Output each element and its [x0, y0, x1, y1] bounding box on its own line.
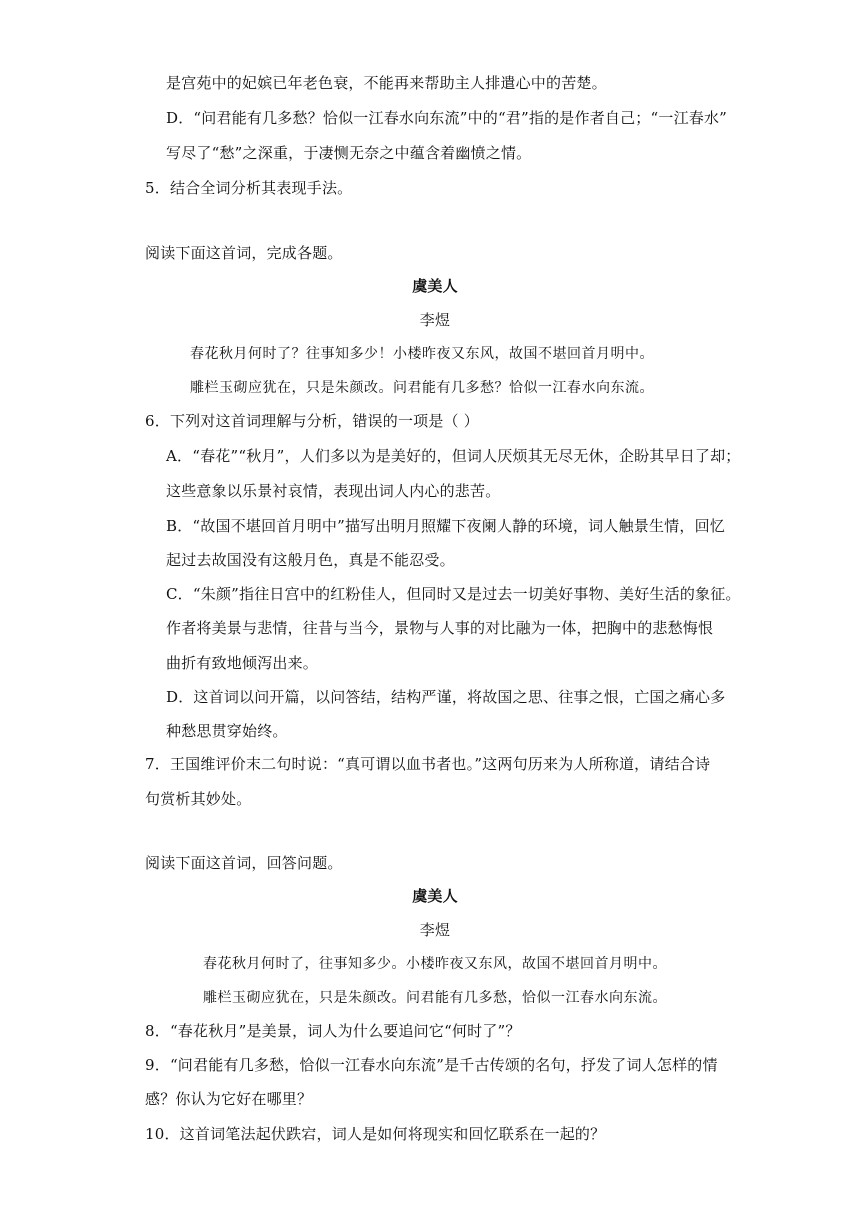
question-6: 6．下列对这首词理解与分析，错误的一项是（ ）: [145, 412, 479, 430]
poem-title-1: 虞美人: [412, 277, 458, 295]
option-6b: B．“故国不堪回首月明中”描写出明月照耀下夜阑人静的环境，词人触景生情，回忆: [166, 517, 725, 535]
option-6d: D．这首词以问开篇，以问答结，结构严谨，将故国之思、往事之恨，亡国之痛心多: [166, 688, 726, 706]
question-9-continued: 感？你认为它好在哪里？: [145, 1090, 313, 1108]
question-5: 5．结合全词分析其表现手法。: [145, 179, 353, 197]
poem-line-1b: 雕栏玉砌应犹在，只是朱颜改。问君能有几多愁？恰似一江春水向东流。: [190, 380, 654, 396]
option-6c-continued-1: 作者将美景与悲情，往昔与当今，景物与人事的对比融为一体，把胸中的悲愁悔恨: [166, 619, 714, 637]
poem-line-2a: 春花秋月何时了，往事知多少。小楼昨夜又东风，故国不堪回首月明中。: [203, 956, 667, 972]
section-instruction-1: 阅读下面这首词，完成各题。: [145, 244, 343, 262]
poem-line-2b: 雕栏玉砌应犹在，只是朱颜改。问君能有几多愁，恰似一江春水向东流。: [203, 990, 667, 1006]
option-6b-continued: 起过去故国没有这般月色，真是不能忍受。: [166, 551, 455, 569]
option-6c-continued-2: 曲折有致地倾泻出来。: [166, 654, 319, 672]
section-instruction-2: 阅读下面这首词，回答问题。: [145, 854, 343, 872]
option-6a-continued: 这些意象以乐景衬哀情，表现出词人内心的悲苦。: [166, 482, 501, 500]
question-9: 9．“问君能有几多愁，恰似一江春水向东流”是千古传颂的名句，抒发了词人怎样的情: [145, 1056, 718, 1074]
question-7-continued: 句赏析其妙处。: [145, 790, 252, 808]
option-6c: C．“朱颜”指往日宫中的红粉佳人，但同时又是过去一切美好事物、美好生活的象征。: [166, 585, 741, 603]
poem-title-2: 虞美人: [412, 887, 458, 905]
option-6a: A．“春花”“秋月”，人们多以为是美好的，但词人厌烦其无尽无休，企盼其早日了却；: [166, 447, 741, 465]
poem-line-1a: 春花秋月何时了？往事知多少！小楼昨夜又东风，故国不堪回首月明中。: [190, 346, 654, 362]
question-10: 10．这首词笔法起伏跌宕，词人是如何将现实和回忆联系在一起的？: [145, 1125, 606, 1143]
option-d: D．“问君能有几多愁？恰似一江春水向东流”中的“君”指的是作者自己；“一江春水”: [166, 109, 728, 127]
option-6d-continued: 种愁思贯穿始终。: [166, 722, 288, 740]
poem-author-1: 李煜: [419, 311, 451, 329]
poem-author-2: 李煜: [419, 921, 451, 939]
question-7: 7．王国维评价末二句时说：“真可谓以血书者也。”这两句历来为人所称道，请结合诗: [145, 755, 711, 773]
option-c-continued: 是宫苑中的妃嫔已年老色衰，不能再来帮助主人排遣心中的苦楚。: [166, 74, 607, 92]
option-d-continued: 写尽了“愁”之深重，于凄恻无奈之中蕴含着幽愤之情。: [166, 144, 532, 162]
question-8: 8．“春花秋月”是美景，词人为什么要追问它“何时了”？: [145, 1022, 521, 1040]
